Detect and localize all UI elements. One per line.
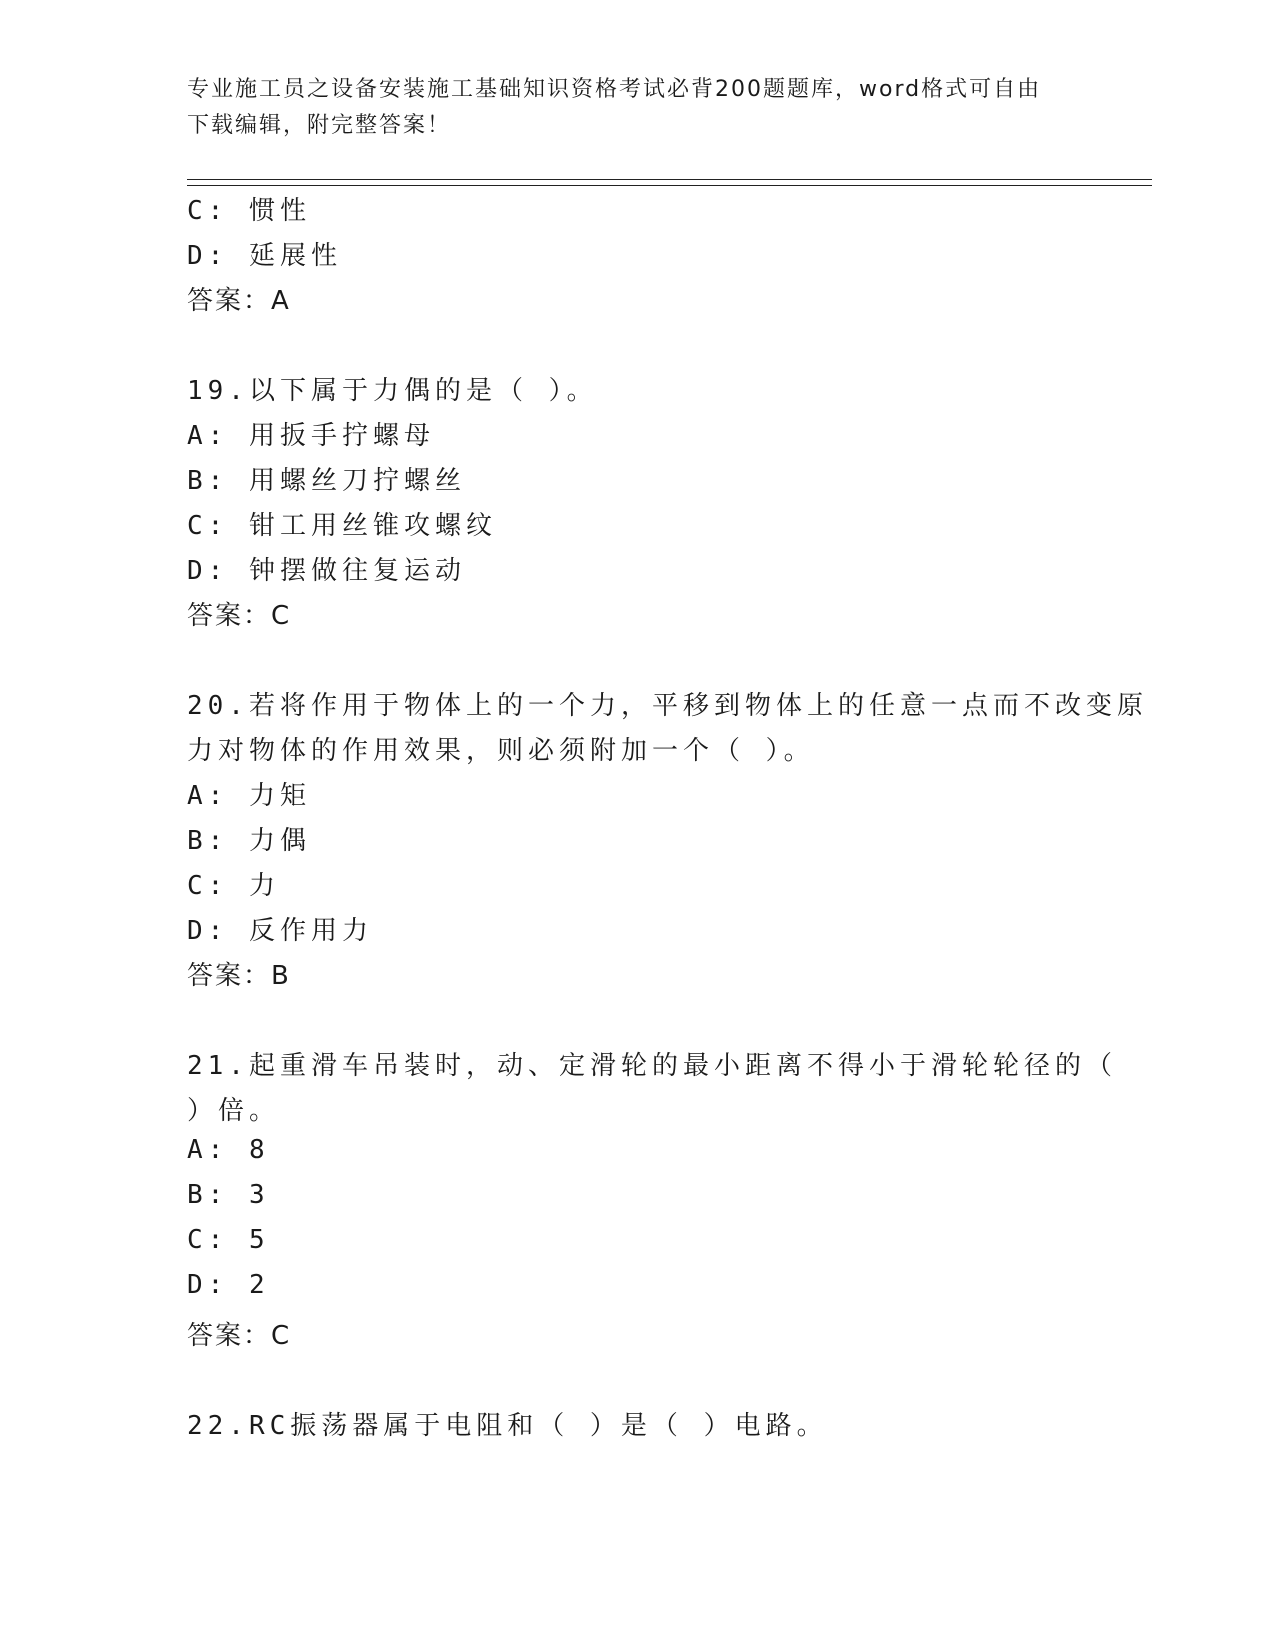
- question-19-option-d: D: 钟摆做往复运动: [187, 556, 466, 586]
- option-d-text: D: 延展性: [187, 241, 342, 271]
- question-21-option-a: A: 8: [187, 1135, 270, 1165]
- option-c-text: C: 惯性: [187, 196, 311, 226]
- question-20-option-a: A: 力矩: [187, 781, 311, 811]
- question-19-option-c: C: 钳工用丝锥攻螺纹: [187, 511, 497, 541]
- question-22-stem: 22.RC振荡器属于电阻和（ ）是（ ）电路。: [187, 1411, 828, 1441]
- header-line-2: 下载编辑，附完整答案！: [187, 113, 452, 138]
- question-20-option-b: B: 力偶: [187, 826, 311, 856]
- question-19-option-a: A: 用扳手拧螺母: [187, 421, 435, 451]
- question-20-option-c: C: 力: [187, 871, 280, 901]
- question-21-option-d: D: 2: [187, 1270, 270, 1300]
- header-line-1: 专业施工员之设备安装施工基础知识资格考试必背200题题库，word格式可自由: [187, 77, 1042, 102]
- header-divider-top: [187, 179, 1152, 180]
- question-21-stem-line-1: 21.起重滑车吊装时，动、定滑轮的最小距离不得小于滑轮轮径的（: [187, 1051, 1117, 1081]
- question-20-stem-line-1: 20.若将作用于物体上的一个力，平移到物体上的任意一点而不改变原: [187, 691, 1148, 721]
- question-21-option-b: B: 3: [187, 1180, 270, 1210]
- question-19-option-b: B: 用螺丝刀拧螺丝: [187, 466, 466, 496]
- question-20-option-d: D: 反作用力: [187, 916, 373, 946]
- answer-text: 答案：A: [187, 286, 291, 316]
- question-19-stem: 19.以下属于力偶的是（ ）。: [187, 376, 598, 406]
- document-header: [187, 72, 1067, 144]
- question-21-option-c: C: 5: [187, 1225, 270, 1255]
- question-20-answer: 答案：B: [187, 961, 291, 991]
- question-21-stem-line-2: ）倍。: [187, 1096, 281, 1126]
- header-divider-bottom: [187, 185, 1152, 186]
- question-19-answer: 答案：C: [187, 601, 292, 631]
- question-20-stem-line-2: 力对物体的作用效果，则必须附加一个（ ）。: [187, 736, 815, 766]
- question-21-answer: 答案：C: [187, 1321, 292, 1351]
